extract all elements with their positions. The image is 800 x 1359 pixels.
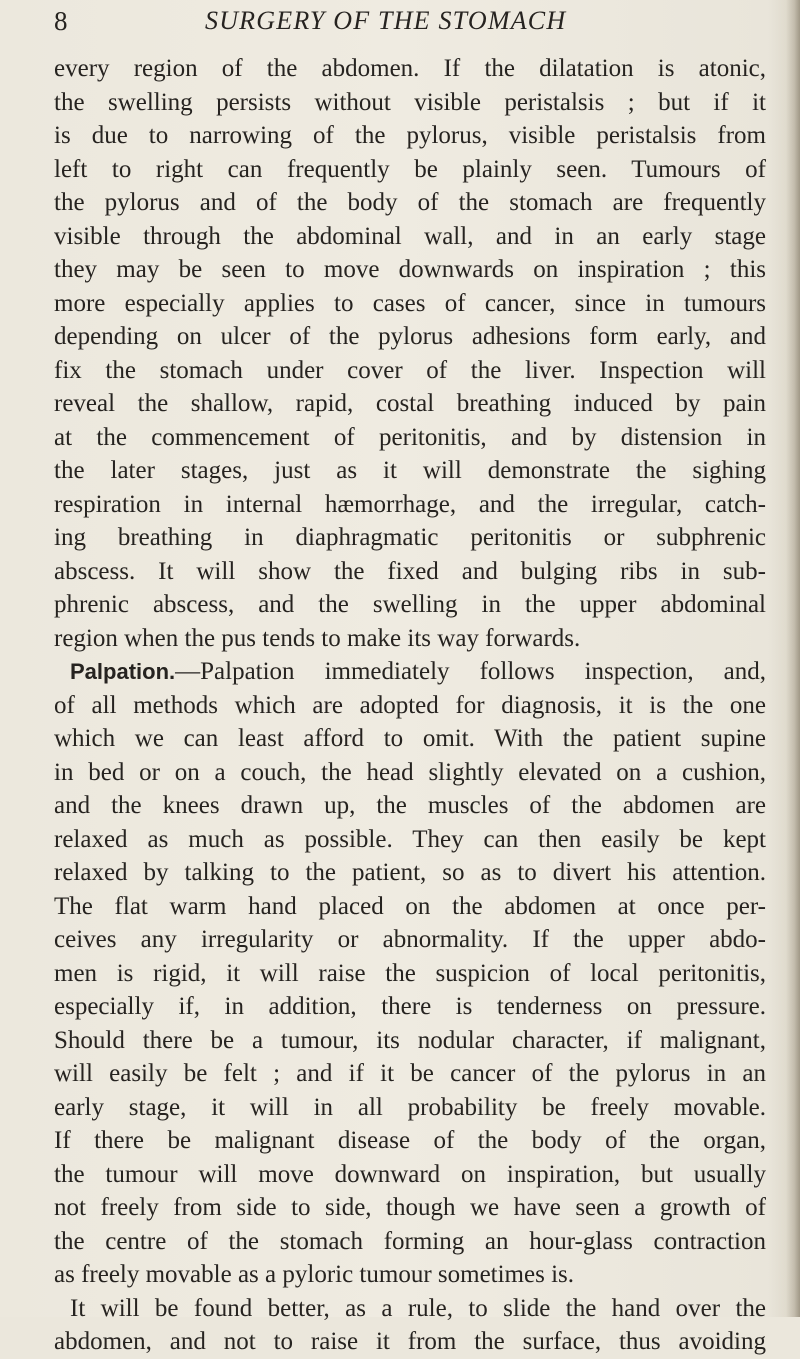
text-line: abscess. It will show the fixed and bulging ribs in sub- [54, 557, 766, 585]
text-line: —Palpation immediately follows inspection, and, [175, 658, 766, 685]
running-title: SURGERY OF THE STOMACH [205, 6, 567, 35]
text-line: the pylorus and of the body of the stomach are frequently [54, 189, 766, 216]
text-line: which we can least afford to omit. With the patient supine [54, 725, 766, 752]
text-line: the swelling persists without visible peristalsis ; but if it [54, 88, 766, 116]
page-edge-shadow [786, 0, 800, 1317]
text-line: early stage, it will in all probability be freely movable. [54, 1093, 766, 1121]
text-line: the tumour will move downward on inspiration, but usually [54, 1160, 766, 1188]
text-line: and the knees drawn up, the muscles of the abdomen are [54, 792, 766, 819]
text-line: respiration in internal hæmorrhage, and the irregular, catch- [54, 490, 766, 518]
text-line: abdomen, and not to raise it from the surface, thus avoiding [54, 1328, 766, 1355]
text-line: visible through the abdominal wall, and in an early stage [54, 222, 766, 250]
text-line: The flat warm hand placed on the abdomen at once per- [54, 892, 766, 920]
text-line: region when the pus tends to make its way forwards. [54, 624, 581, 652]
text-line: depending on ulcer of the pylorus adhesions form early, and [54, 323, 766, 350]
page-number: 8 [54, 6, 68, 36]
running-head [0, 2, 800, 42]
text-line: of all methods which are adopted for diagnosis, it is the one [54, 691, 766, 719]
text-line: men is rigid, it will raise the suspicion of local peritonitis, [54, 959, 766, 987]
palpation-heading: Palpation. [70, 659, 176, 684]
text-line: relaxed by talking to the patient, so as to divert his attention. [54, 859, 766, 886]
text-line: Should there be a tumour, its nodular character, if malignant, [54, 1026, 766, 1054]
text-line: more especially applies to cases of cancer, since in tumours [54, 289, 766, 317]
text-line: If there be malignant disease of the body of the organ, [54, 1127, 766, 1154]
text-line: not freely from side to side, though we have seen a growth of [54, 1194, 766, 1221]
text-line: at the commencement of peritonitis, and by distension in [54, 423, 766, 451]
text-line: they may be seen to move downwards on inspiration ; this [54, 256, 766, 283]
text-line: left to right can frequently be plainly seen. Tumours of [54, 155, 766, 183]
text-line: in bed or on a couch, the head slightly elevated on a cushion, [54, 758, 766, 786]
text-line: will easily be felt ; and if it be cancer of the pylorus in an [54, 1060, 766, 1087]
text-line: It will be found better, as a rule, to slide the hand over the [70, 1294, 766, 1322]
text-line: reveal the shallow, rapid, costal breathing induced by pain [54, 390, 766, 417]
text-line: ceives any irregularity or abnormality. If the upper abdo- [54, 926, 766, 953]
text-line: phrenic abscess, and the swelling in the upper abdominal [54, 591, 766, 618]
text-line: fix the stomach under cover of the liver. Inspection will [54, 356, 766, 384]
text-line: the centre of the stomach forming an hour-glass contraction [54, 1227, 766, 1255]
text-line: ing breathing in diaphragmatic peritonitis or subphrenic [54, 524, 766, 551]
text-line: relaxed as much as possible. They can then easily be kept [54, 825, 766, 853]
text-line: the later stages, just as it will demonstrate the sighing [54, 457, 766, 484]
text-line: every region of the abdomen. If the dilatation is atonic, [54, 55, 766, 82]
palpation-paragraph-start [54, 655, 766, 689]
text-line: especially if, in addition, there is tenderness on pressure. [54, 993, 766, 1020]
text-line: is due to narrowing of the pylorus, visible peristalsis from [54, 122, 766, 149]
body-text [54, 52, 766, 1359]
text-line: as freely movable as a pyloric tumour sometimes is. [54, 1261, 575, 1288]
